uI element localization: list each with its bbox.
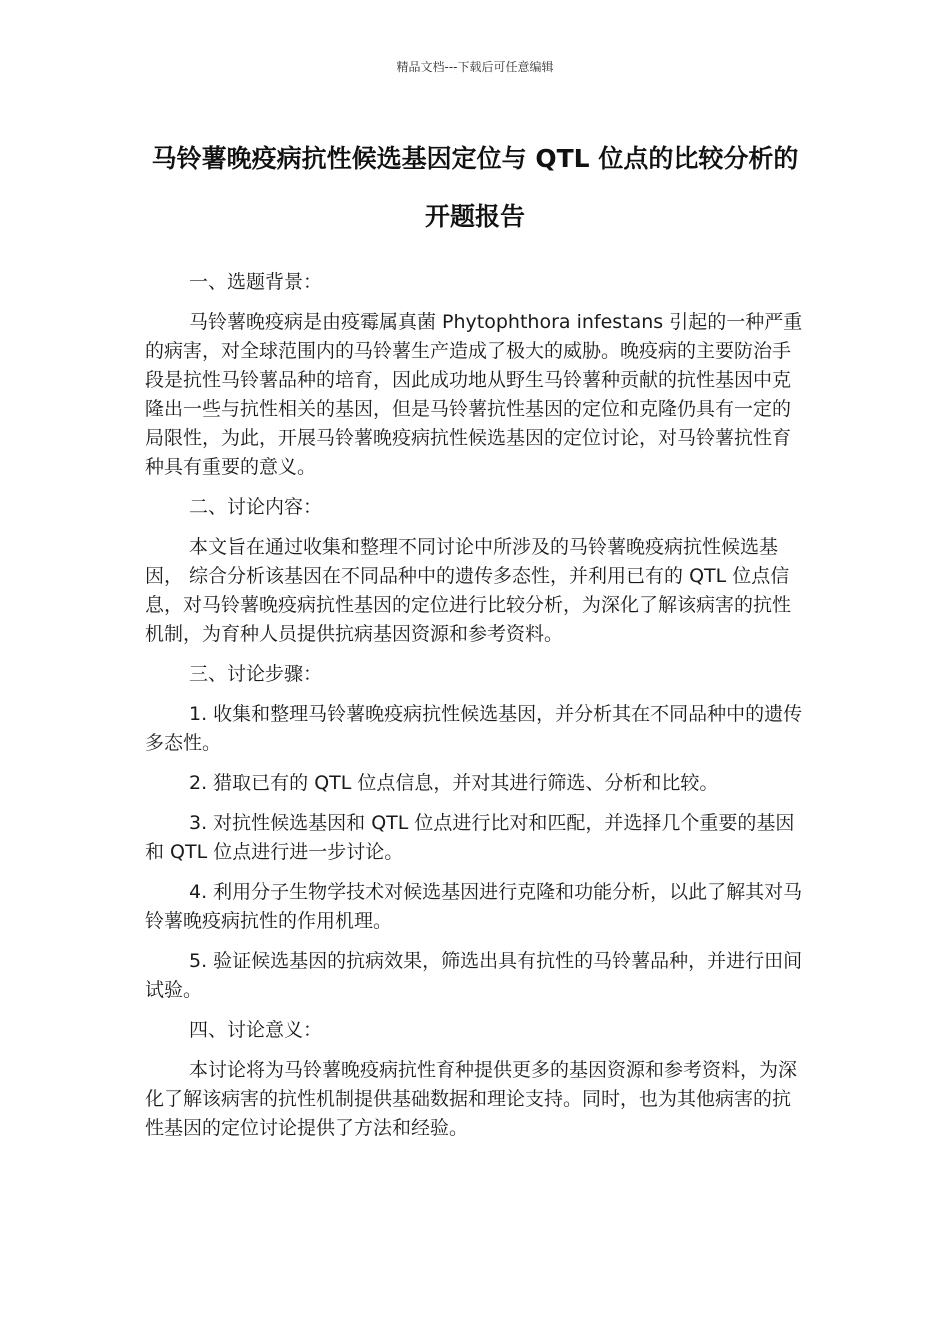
header-note: 精品文档---下载后可任意编辑 (396, 60, 554, 74)
section-heading-significance: 四、讨论意义： (189, 1019, 323, 1041)
paragraph-content: 本文旨在通过收集和整理不同讨论中所涉及的马铃薯晚疫病抗性候选基因， 综合分析该基因在不同品种中的遗传多态性，并利用已有的 QTL 位点信息，对马铃薯晚疫病抗性基因的定位进行比较分析，为深化了解该病害的抗性机制，为育种人员提供抗病基因资源和参考资料。 (145, 536, 792, 645)
section-heading-content: 二、讨论内容： (189, 496, 323, 518)
section-heading-background: 一、选题背景： (189, 271, 323, 293)
document-body (145, 268, 805, 1154)
step-item-3: 3. 对抗性候选基因和 QTL 位点进行比对和匹配，并选择几个重要的基因和 QTL 位点进行进一步讨论。 (145, 812, 795, 863)
section-heading-steps: 三、讨论步骤： (189, 663, 323, 685)
step-item-5: 5. 验证候选基因的抗病效果，筛选出具有抗性的马铃薯品种，并进行田间试验。 (145, 950, 803, 1001)
document-title: 马铃薯晚疫病抗性候选基因定位与 QTL 位点的比较分析的开题报告 (151, 144, 799, 231)
paragraph-significance: 本讨论将为马铃薯晚疫病抗性育种提供更多的基因资源和参考资料，为深化了解该病害的抗性机制提供基础数据和理论支持。同时，也为其他病害的抗性基因的定位讨论提供了方法和经验。 (145, 1059, 798, 1139)
step-item-1: 1. 收集和整理马铃薯晚疫病抗性候选基因，并分析其在不同品种中的遗传多态性。 (145, 703, 803, 754)
step-item-4: 4. 利用分子生物学技术对候选基因进行克隆和功能分析，以此了解其对马铃薯晚疫病抗性的作用机理。 (145, 881, 803, 932)
step-item-2: 2. 猎取已有的 QTL 位点信息，并对其进行筛选、分析和比较。 (189, 772, 719, 794)
paragraph-background: 马铃薯晚疫病是由疫霉属真菌 Phytophthora infestans 引起的一种严重的病害，对全球范围内的马铃薯生产造成了极大的威胁。晚疫病的主要防治手段是抗性马铃薯品种的培育，因此成功地从野生马铃薯种贡献的抗性基因中克隆出一些与抗性相关的基因，但是马铃薯抗性基因的定位和克隆仍具有一定的局限性，为此，开展马铃薯晚疫病抗性候选基因的定位讨论，对马铃薯抗性育种具有重要的意义。 (145, 311, 803, 478)
